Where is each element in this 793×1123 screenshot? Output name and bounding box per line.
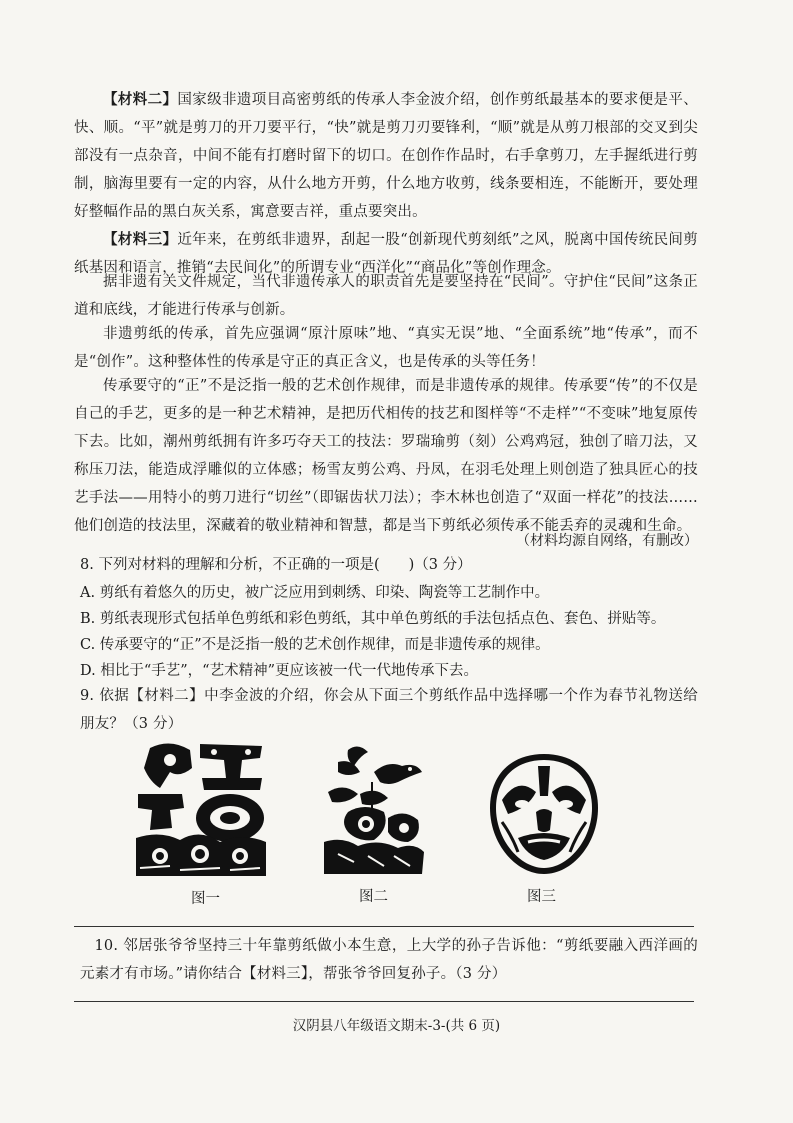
material2-text: 国家级非遗项目高密剪纸的传承人李金波介绍，创作剪纸最基本的要求便是平、快、顺。“平”就是剪刀的开刀要平行，“快”就是剪刀刃要锋利，“顺”就是从剪刀根部的交叉到尖部没有一点杂音，中间不能有打磨时留下的切口。在创作作品时，右手拿剪刀，左手握纸进行剪制，脑海里要有一定的内容，从什么地方开剪，什么地方收剪，线条要相连，不能断开，要处理好整幅作品的黑白灰关系，寓意要吉祥，重点要突出。 [74, 92, 699, 220]
question-10-stem: 10. 邻居张爷爷坚持三十年靠剪纸做小本生意，上大学的孙子告诉他：“剪纸要融入西洋画的元素才有市场。”请你结合【材料三】，帮张爷爷回复孙子。（3 分） [80, 938, 698, 982]
material-source: （材料均源自网络，有删改） [516, 533, 698, 549]
answer-divider-top [74, 926, 694, 927]
material3-paragraph4: 传承要守的“正”不是泛指一般的艺术创作规律，而是非遗传承的规律。传承要“传”的不仅是自己的手艺，更多的是一种艺术精神，是把历代相传的技艺和图样等“不走样”“不变味”地复原传下去。比如，潮州剪纸拥有许多巧夺天工的技法：罗瑞瑜剪（刻）公鸡鸡冠，独创了暗刀法，又称压刀法，能造成浮雕似的立体感；杨雪友剪公鸡、丹凤，在羽毛处理上则创造了独具匠心的技艺手法——用特小的剪刀进行“切丝”（即锯齿状刀法）；李木林也创造了“双面一样花”的技法……他们创造的技法里，深藏着的敬业精神和智慧，都是当下剪纸必须传承不能丢弃的灵魂和生命。 [74, 378, 698, 534]
page-footer: 汉阴县八年级语文期末-3-(共 6 页) [292, 1018, 501, 1034]
figure-1-caption: 图一 [191, 891, 220, 907]
question-8-option-a: A. 剪纸有着悠久的历史，被广泛应用到刺绣、印染、陶瓷等工艺制作中。 [80, 585, 550, 601]
question-8-stem: 8. 下列对材料的理解和分析，不正确的一项是( )（3 分） [80, 557, 472, 573]
answer-divider-bottom [74, 1001, 694, 1002]
question-8-option-d: D. 相比于“手艺”，“艺术精神”更应该被一代一代地传承下去。 [80, 663, 478, 679]
papercut-fu-character-image [130, 738, 272, 878]
question-8-option-b: B. 剪纸表现形式包括单色剪纸和彩色剪纸，其中单色剪纸的手法包括点色、套色、拼贴等。 [80, 611, 666, 627]
figure-2-caption: 图二 [359, 889, 388, 905]
figure-3-caption: 图三 [527, 889, 556, 905]
material3-paragraph2: 据非遗有关文件规定，当代非遗传承人的职责首先是要坚持在“民间”。守护住“民间”这条正道和底线，才能进行传承与创新。 [74, 274, 698, 318]
question-9-stem: 9. 依据【材料二】中李金波的介绍，你会从下面三个剪纸作品中选择哪一个作为春节礼物送给朋友？（3 分） [80, 688, 698, 732]
material3-p1: 近年来，在剪纸非遗界，刮起一股“创新现代剪刻纸”之风，脱离中国传统民间剪纸基因和语言，推销“去民间化”的所谓专业“西洋化”“商品化”等创作理念。 [74, 232, 698, 276]
material2-tag: 【材料二】 [103, 91, 178, 108]
question-8-option-c: C. 传承要守的“正”不是泛指一般的艺术创作规律，而是非遗传承的规律。 [80, 637, 550, 653]
papercut-flower-bird-image [318, 742, 428, 876]
material3-paragraph3: 非遗剪纸的传承，首先应强调“原汁原味”地、“真实无误”地、“全面系统”地“传承”，而不是“创作”。这种整体性的传承是守正的真正含义，也是传承的头等任务！ [74, 326, 698, 370]
material2-paragraph [74, 86, 698, 226]
papercut-opera-mask-image [488, 752, 600, 876]
material3-tag: 【材料三】 [103, 231, 178, 248]
